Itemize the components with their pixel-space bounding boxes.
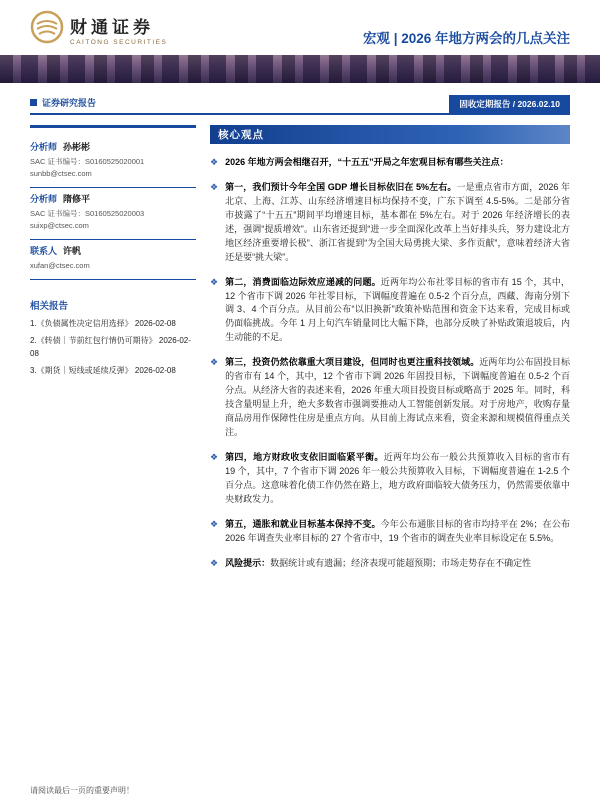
analyst-email: suixp@ctsec.com xyxy=(30,221,89,230)
bullet-body: 近两年均公布一般公共预算收入目标的省市有 19 个，其中，7 个省市下调 2026 年一般公共预算收入目标，下调幅度普遍在 1-2.5 个百分点。这意味着化债工作仍然在路上，地方政府面临较大债务压力，仍然需要依靠中央财政发力。 xyxy=(225,451,570,504)
analyst-cert: SAC 证书编号：S0160525020003 xyxy=(30,209,145,218)
related-report-item: 1.《负债属性决定信用选择》 2026-02-08 xyxy=(30,319,176,328)
square-bullet-icon xyxy=(30,99,37,106)
bullet-point xyxy=(210,356,570,440)
diamond-bullet-icon: ❖ xyxy=(210,157,219,167)
disclaimer-footer: 请阅读最后一页的重要声明！ xyxy=(30,786,134,795)
diamond-bullet-icon: ❖ xyxy=(210,557,219,568)
bullet-text xyxy=(225,181,570,265)
bullet-point xyxy=(210,276,570,346)
brand xyxy=(30,10,167,49)
bullet-lead: 第五，通胀和就业目标基本保持不变。 xyxy=(225,518,381,529)
contact-role-label: 联系人 xyxy=(30,246,58,256)
bullet-lead: 第一，我们预计今年全国 GDP 增长目标依旧在 5%左右。 xyxy=(225,181,457,192)
caitong-logo-icon xyxy=(30,10,64,49)
header xyxy=(0,0,600,55)
content-columns xyxy=(0,115,600,581)
contact-name: 许帆 xyxy=(63,246,82,256)
analyst-role-label: 分析师 xyxy=(30,194,58,204)
bullet-text xyxy=(225,156,509,170)
bullet-point xyxy=(210,518,570,546)
brand-text xyxy=(70,13,167,46)
bullet-lead: 第三，投资仍然依靠重大项目建设，但同时也更注重科技领域。 xyxy=(225,357,480,368)
analyst-cert: SAC 证书编号：S0160525020001 xyxy=(30,157,145,166)
bullet-body: 今年公布通胀目标的省市均持平在 2%；在公布 2026 年调查失业率目标的 27 个省市中，19 个省市的调查失业率目标设定在 5.5%。 xyxy=(225,518,570,543)
report-category-label: 证券研究报告 xyxy=(42,98,97,108)
contact-block xyxy=(30,240,196,280)
report-category xyxy=(30,96,96,113)
bullet-lead: 第二，消费面临边际效应递减的问题。 xyxy=(225,276,381,287)
section-title-bar: 核心观点 xyxy=(210,125,570,144)
brand-name-cn: 财通证券 xyxy=(70,18,154,37)
diamond-bullet-icon: ❖ xyxy=(210,518,219,529)
brand-name-en: CAITONG SECURITIES xyxy=(70,39,168,46)
bullet-body: 数据统计或有遗漏；经济表现可能超预期；市场走势存在不确定性 xyxy=(270,557,532,568)
bullet-text xyxy=(225,276,570,346)
bullet-text xyxy=(225,518,570,546)
diamond-bullet-icon: ❖ xyxy=(210,357,219,368)
bullet-lead: 第四，地方财政收支依旧面临紧平衡。 xyxy=(225,451,384,462)
analyst-name: 孙彬彬 xyxy=(63,142,91,152)
bullet-point xyxy=(210,451,570,507)
analyst-name: 隋修平 xyxy=(63,194,91,204)
cityscape-banner-image xyxy=(0,55,600,83)
sidebar xyxy=(30,125,196,581)
diamond-bullet-icon: ❖ xyxy=(210,181,219,192)
bullet-lead: 风险提示： xyxy=(225,557,271,568)
main-content xyxy=(210,125,570,581)
bullet-body: 近两年均公布固投目标的省市有 14 个，其中，12 个省市下调 2026 年固投目标，下调幅度普遍在 0.5-2 个百分点。从经济大省的表述来看，2026 年重大项目投资目标或略高于 2025 年。同时，科技含量明显上升，绝大多数省市强调要推动人工智能创新发展。对于房地产，收购存量商品房用作保障性住房是重点方向。从目前上海试点来看，资金来源和规模值得重点关注。 xyxy=(225,357,570,437)
bullet-body: 一是重点省市方面，2026 年北京、上海、江苏、山东经济增速目标均保持不变，广东下调至 4.5-5%。二是部分省市披露了“十五五”期间平均增速目标，基本都在 5%左右。对于 2026 年经济增长的表述，强调“提质增效”。山东省还提到“进一步全面深化改革上当好排头兵，努力建设北方地区经济重要增长极”、浙江省提到“为全国大局勇挑大梁、多作贡献”，意味着经济大省还是要“挑大梁”。 xyxy=(225,181,570,262)
analyst-block xyxy=(30,136,196,188)
analyst-role-label: 分析师 xyxy=(30,142,58,152)
related-report-item: 2.《转债｜节前红包行情仍可期待》 2026-02-08 xyxy=(30,336,191,358)
risk-warning xyxy=(210,557,570,571)
diamond-bullet-icon: ❖ xyxy=(210,276,219,287)
diamond-bullet-icon: ❖ xyxy=(210,451,219,462)
bullet-point xyxy=(210,181,570,265)
bullet-text xyxy=(225,557,531,571)
bullet-text xyxy=(225,356,570,440)
bullet-point xyxy=(210,156,570,170)
analyst-block xyxy=(30,188,196,240)
report-type-date: 固收定期报告 / 2026.02.10 xyxy=(449,95,570,113)
bullet-list xyxy=(210,156,570,570)
meta-bar xyxy=(30,95,570,115)
bullet-body: 近两年均公布社零目标的省市有 15 个，其中，12 个省市下调 2026 年社零目标，下调幅度普遍在 0.5-2 个百分点，西藏、海南分别下调 3、4 个百分点。从目前公布“以旧换新”政策补贴范围和资金下达来看，完成目标或仍面临挑战。今年 1 月上旬汽车销量同比大幅下降，也部分反映了补贴政策退坡后，内生动能的不足。 xyxy=(225,276,570,343)
contact-email: xufan@ctsec.com xyxy=(30,261,90,270)
bullet-text xyxy=(225,451,570,507)
related-report-item: 3.《期货｜短线或延续反弹》 2026-02-08 xyxy=(30,366,176,376)
bullet-lead: 2026 年地方两会相继召开，“十五五”开局之年宏观目标有哪些关注点： xyxy=(225,157,509,167)
report-title: 宏观 | 2026 年地方两会的几点关注 xyxy=(362,31,570,46)
related-reports-title: 相关报告 xyxy=(30,301,69,312)
analyst-email: sunbb@ctsec.com xyxy=(30,169,92,178)
